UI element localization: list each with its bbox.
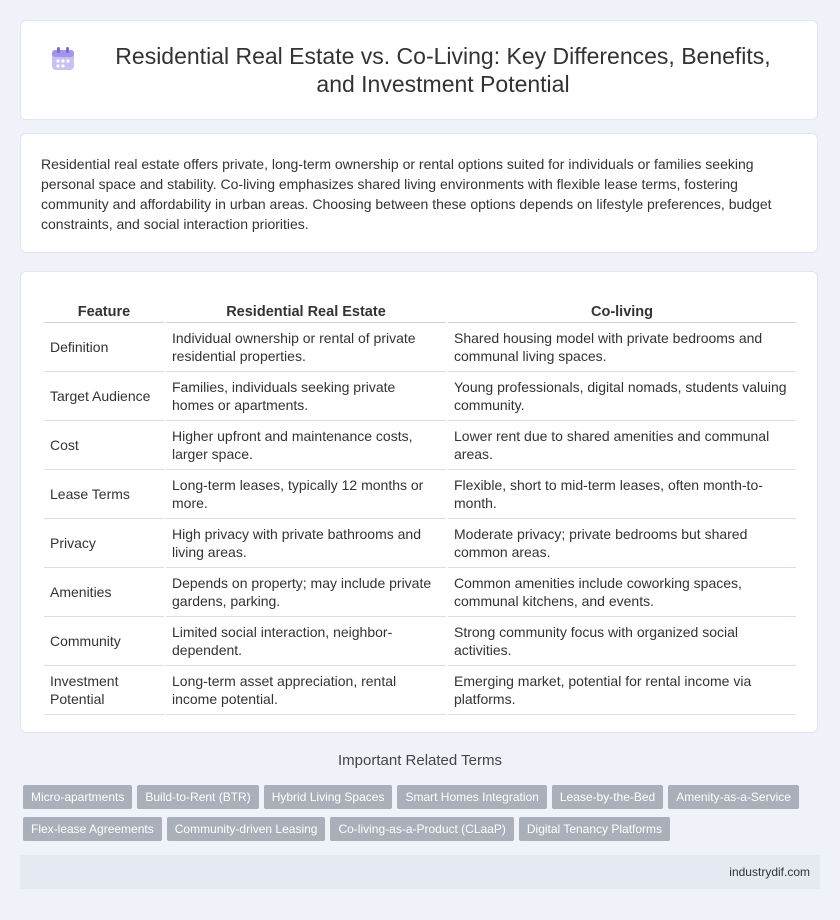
coliving-cell: Common amenities include coworking spaces, communal kitchens, and events.: [448, 568, 796, 617]
table-row: [44, 323, 796, 372]
feature-cell: Lease Terms: [44, 470, 164, 519]
related-term-tag[interactable]: Flex-lease Agreements: [23, 817, 162, 841]
related-term-tag[interactable]: Lease-by-the-Bed: [552, 785, 663, 809]
coliving-cell: Young professionals, digital nomads, students valuing community.: [448, 372, 796, 421]
related-term-tag[interactable]: Community-driven Leasing: [167, 817, 326, 841]
footer: [20, 855, 820, 889]
residential-cell: High privacy with private bathrooms and living areas.: [166, 519, 446, 568]
table-row: [44, 666, 796, 715]
related-term-tag[interactable]: Co-living-as-a-Product (CLaaP): [330, 817, 513, 841]
residential-cell: Individual ownership or rental of private residential properties.: [166, 323, 446, 372]
feature-cell: Target Audience: [44, 372, 164, 421]
related-terms-list: [23, 785, 823, 849]
coliving-cell: Moderate privacy; private bedrooms but shared common areas.: [448, 519, 796, 568]
table-header-row: [44, 296, 796, 323]
table-row: [44, 421, 796, 470]
intro-paragraph: Residential real estate offers private, long-term ownership or rental options suited for individuals or families seeking personal space and stability. Co-living emphasizes shared living environments with flexible lease terms, fostering community and affordability in urban areas. Choosing between these options depends on lifestyle preferences, budget constraints, and social interaction priorities.: [41, 156, 772, 232]
related-term-tag[interactable]: Amenity-as-a-Service: [668, 785, 799, 809]
related-term-tag[interactable]: Digital Tenancy Platforms: [519, 817, 670, 841]
feature-cell: Community: [44, 617, 164, 666]
feature-cell: Amenities: [44, 568, 164, 617]
residential-cell: Higher upfront and maintenance costs, larger space.: [166, 421, 446, 470]
table-row: [44, 617, 796, 666]
coliving-cell: Shared housing model with private bedrooms and communal living spaces.: [448, 323, 796, 372]
residential-cell: Long-term asset appreciation, rental income potential.: [166, 666, 446, 715]
coliving-cell: Emerging market, potential for rental income via platforms.: [448, 666, 796, 715]
table-row: [44, 372, 796, 421]
calendar-icon: [50, 46, 76, 72]
comparison-card: [20, 271, 818, 733]
header-coliving: Co-living: [448, 296, 796, 323]
coliving-cell: Flexible, short to mid-term leases, often month-to-month.: [448, 470, 796, 519]
coliving-cell: Strong community focus with organized social activities.: [448, 617, 796, 666]
table-row: [44, 568, 796, 617]
residential-cell: Families, individuals seeking private homes or apartments.: [166, 372, 446, 421]
footer-site-link[interactable]: industrydif.com: [729, 865, 810, 879]
residential-cell: Depends on property; may include private gardens, parking.: [166, 568, 446, 617]
feature-cell: Investment Potential: [44, 666, 164, 715]
feature-cell: Privacy: [44, 519, 164, 568]
comparison-table: [42, 296, 798, 715]
header-residential: Residential Real Estate: [166, 296, 446, 323]
related-terms-title: Important Related Terms: [338, 752, 502, 769]
page-title: Residential Real Estate vs. Co-Living: Key Differences, Benefits, and Investment Potential: [115, 43, 771, 97]
table-row: [44, 519, 796, 568]
feature-cell: Definition: [44, 323, 164, 372]
intro-card: [20, 133, 818, 253]
title-card: [20, 20, 818, 120]
related-term-tag[interactable]: Smart Homes Integration: [397, 785, 546, 809]
header-feature: Feature: [44, 296, 164, 323]
residential-cell: Limited social interaction, neighbor-dependent.: [166, 617, 446, 666]
coliving-cell: Lower rent due to shared amenities and communal areas.: [448, 421, 796, 470]
residential-cell: Long-term leases, typically 12 months or more.: [166, 470, 446, 519]
table-row: [44, 470, 796, 519]
feature-cell: Cost: [44, 421, 164, 470]
related-term-tag[interactable]: Build-to-Rent (BTR): [137, 785, 258, 809]
related-term-tag[interactable]: Micro-apartments: [23, 785, 132, 809]
related-term-tag[interactable]: Hybrid Living Spaces: [264, 785, 393, 809]
